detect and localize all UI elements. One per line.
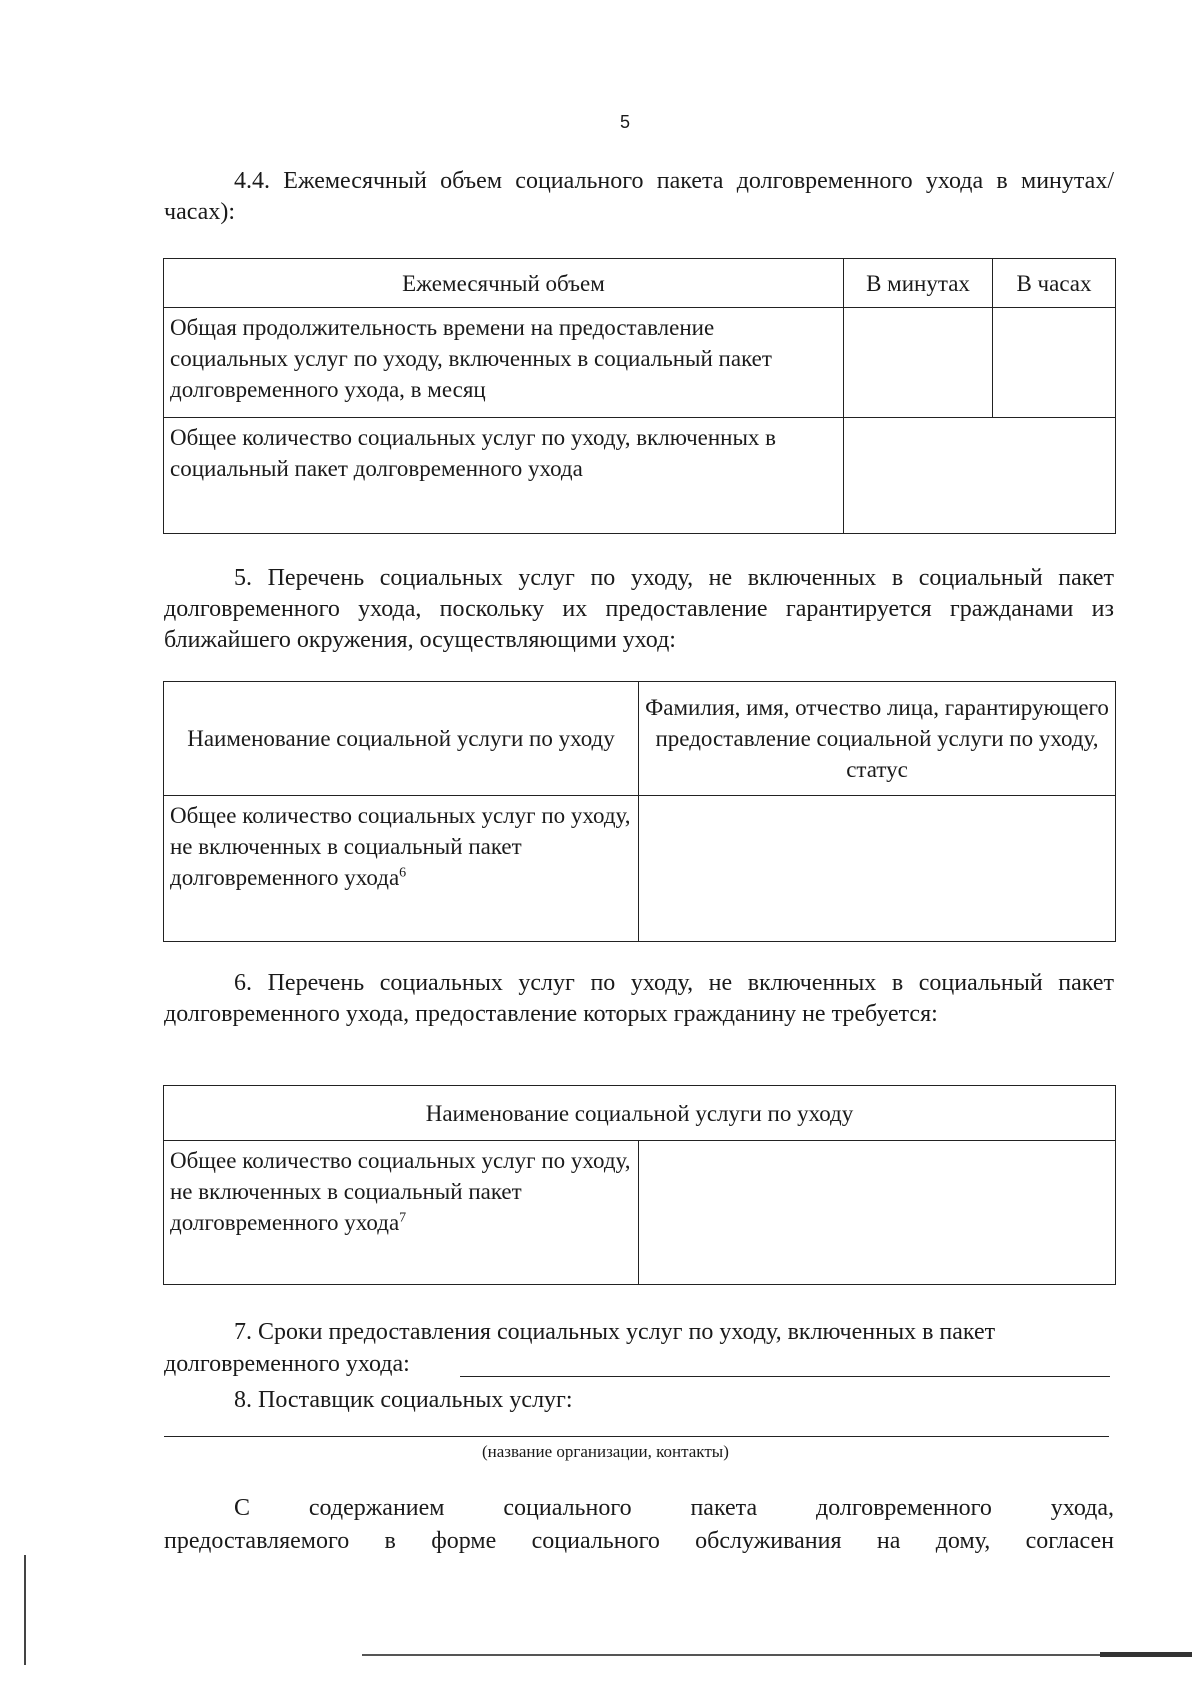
cell-duration-hours[interactable] [993,308,1116,418]
not-required-table [163,1085,1116,1285]
header-hours: В часах [993,259,1116,308]
cell-duration-minutes[interactable] [844,308,993,418]
scan-edge-mark [24,1555,26,1665]
header-monthly-volume: Ежемесячный объем [164,259,844,308]
row-services-not-required: Общее количество социальных услуг по уходу, не включенных в социальный пакет долговременного ухода$^7$ [164,1141,639,1285]
row-total-services: Общее количество социальных услуг по уходу, включенных в социальный пакет долговременного ухода [164,418,844,534]
section-7-line1: 7. Сроки предоставления социальных услуг по уходу, включенных в пакет [234,1319,996,1345]
cell-services-count[interactable] [844,418,1116,534]
header-service-name: Наименование социальной услуги по уходу [164,682,639,796]
terms-fill-line[interactable] [460,1376,1110,1377]
cell-not-required-value[interactable] [639,1141,1116,1285]
provider-caption: (название организации, контакты) [482,1442,729,1461]
cell-guarantor-value[interactable] [639,796,1116,942]
agreement-line2: предоставляемого в форме социального обслуживания на дому, согласен [164,1528,1114,1554]
header-service-name-6: Наименование социальной услуги по уходу [164,1086,1116,1141]
section-6-text: 6. Перечень социальных услуг по уходу, не включенных в социальный пакет долговременного ухода, предоставление которых гражданину не требуется: [164,970,1114,1027]
relatives-care-table [163,681,1116,942]
row-total-duration: Общая продолжительность времени на предоставление социальных услуг по уходу, включенных в социальный пакет долговременного ухода, в месяц [164,308,844,418]
page-number: 5 [620,112,631,132]
section-8-text: 8. Поставщик социальных услуг: [234,1387,573,1413]
section-5-text: 5. Перечень социальных услуг по уходу, не включенных в социальный пакет долговременного ухода, поскольку их предоставление гарантируется гражданами из ближайшего окружения, осуществляющими уход: [164,565,1114,653]
header-minutes: В минутах [844,259,993,308]
header-guarantor: Фамилия, имя, отчество лица, гарантирующего предоставление социальной услуги по уходу, статус [639,682,1116,796]
provider-fill-line[interactable] [164,1436,1109,1437]
bottom-scan-line [362,1654,1192,1656]
agreement-line1: С содержанием социального пакета долговременного ухода, [234,1495,1114,1521]
section-7-line2: долговременного ухода: [164,1351,410,1377]
row-services-not-included: Общее количество социальных услуг по уходу, не включенных в социальный пакет долговременного ухода$^6$ [164,796,639,942]
monthly-volume-table [163,258,1116,534]
bottom-scan-line-thick [1100,1652,1192,1657]
section-4-4-text: 4.4. Ежемесячный объем социального пакета долговременного ухода в минутах/часах): [164,168,1114,225]
